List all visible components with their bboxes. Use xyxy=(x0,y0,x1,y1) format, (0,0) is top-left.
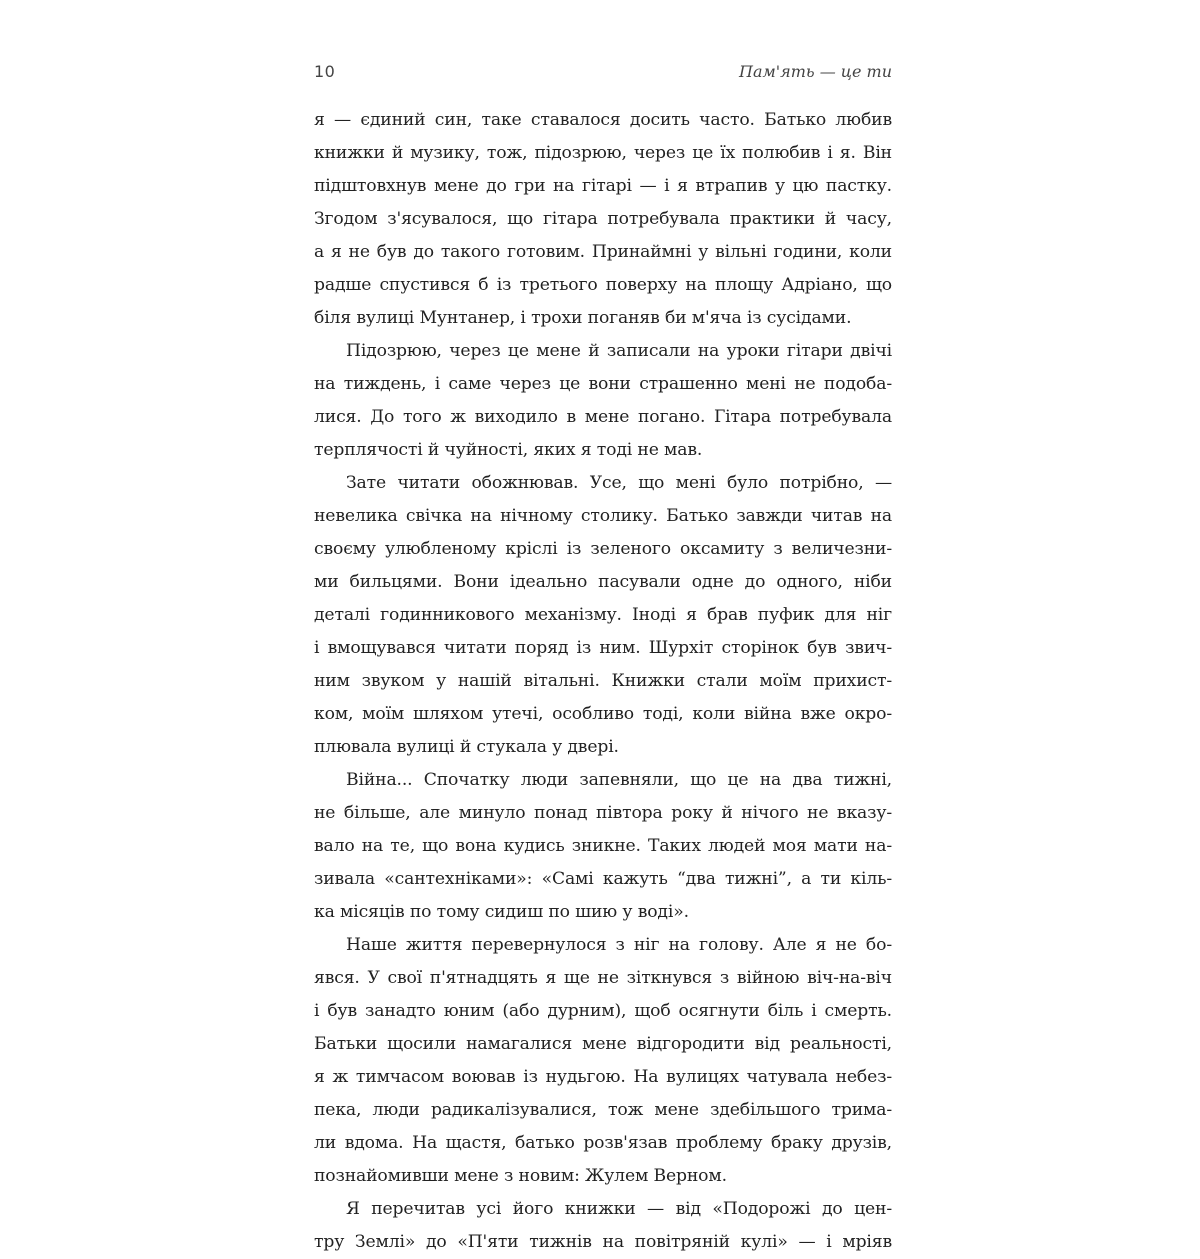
text-line: підштовхнув мене до гри на гітарі — і я втрапив у цю пастку. xyxy=(314,176,892,196)
text-line: Батьки щосили намагалися мене відгородити від реальності, xyxy=(314,1034,892,1054)
running-head xyxy=(314,62,892,86)
text-line: на тиждень, і саме через це вони страшенно мені не подоба- xyxy=(314,374,892,394)
text-line: явся. У свої п'ятнадцять я ще не зіткнувся з війною віч-на-віч xyxy=(314,968,892,988)
text-line: познайомивши мене з новим: Жулем Верном. xyxy=(314,1166,727,1186)
text-line: лися. До того ж виходило в мене погано. Гітара потребувала xyxy=(314,407,892,427)
text-line: вало на те, що вона кудись зникне. Таких людей моя мати на- xyxy=(314,836,892,856)
body-text xyxy=(314,104,892,1259)
text-line: радше спустився б із третього поверху на площу Адріано, що xyxy=(314,275,892,295)
text-line: не більше, але минуло понад півтора року й нічого не вказу- xyxy=(314,803,892,823)
text-line: Згодом з'ясувалося, що гітара потребувала практики й часу, xyxy=(314,209,892,229)
paragraph-first-line: Війна... Спочатку люди запевняли, що це на два тижні, xyxy=(346,770,892,790)
text-line: книжки й музику, тож, підозрюю, через це їх полюбив і я. Він xyxy=(314,143,892,163)
paragraph-first-line: Я перечитав усі його книжки — від «Подорожі до цен- xyxy=(346,1199,892,1219)
text-line: а я не був до такого готовим. Принаймні у вільні години, коли xyxy=(314,242,892,262)
text-line: плювала вулиці й стукала у двері. xyxy=(314,737,619,757)
paragraph-first-line: Наше життя перевернулося з ніг на голову. Але я не бо- xyxy=(346,935,892,955)
text-line: деталі годинникового механізму. Іноді я брав пуфик для ніг xyxy=(314,605,892,625)
text-line: і був занадто юним (або дурним), щоб осягнути біль і смерть. xyxy=(314,1001,892,1021)
text-line: і вмощувався читати поряд із ним. Шурхіт сторінок був звич- xyxy=(314,638,892,658)
text-line: біля вулиці Мунтанер, і трохи поганяв би м'яча із сусідами. xyxy=(314,308,852,328)
text-line: своєму улюбленому кріслі із зеленого оксамиту з величезни- xyxy=(314,539,892,559)
book-title: Пам'ять — це ти xyxy=(739,62,892,81)
paragraph-first-line: Підозрюю, через це мене й записали на уроки гітари двічі xyxy=(346,341,892,361)
text-line: пека, люди радикалізувалися, тож мене здебільшого трима- xyxy=(314,1100,892,1120)
text-line: ли вдома. На щастя, батько розв'язав проблему браку друзів, xyxy=(314,1133,892,1153)
text-line: ним звуком у нашій вітальні. Книжки стали моїм прихист- xyxy=(314,671,892,691)
text-line: я — єдиний син, таке ставалося досить часто. Батько любив xyxy=(314,110,892,130)
text-line: ка місяців по тому сидиш по шию у воді». xyxy=(314,902,689,922)
text-line: ми бильцями. Вони ідеально пасували одне до одного, ніби xyxy=(314,572,892,592)
text-line: терплячості й чуйності, яких я тоді не мав. xyxy=(314,440,703,460)
text-line: ком, моїм шляхом утечі, особливо тоді, коли війна вже окро- xyxy=(314,704,892,724)
page-number: 10 xyxy=(314,62,336,81)
text-line: я ж тимчасом воював із нудьгою. На вулицях чатувала небез- xyxy=(314,1067,892,1087)
text-line: невелика свічка на нічному столику. Батько завжди читав на xyxy=(314,506,892,526)
text-line: тру Землі» до «П'яти тижнів на повітряній кулі» — і мріяв xyxy=(314,1232,892,1252)
paragraph-first-line: Зате читати обожнював. Усе, що мені було потрібно, — xyxy=(346,473,892,493)
text-line: зивала «сантехніками»: «Самі кажуть “два тижні”, а ти кіль- xyxy=(314,869,892,889)
